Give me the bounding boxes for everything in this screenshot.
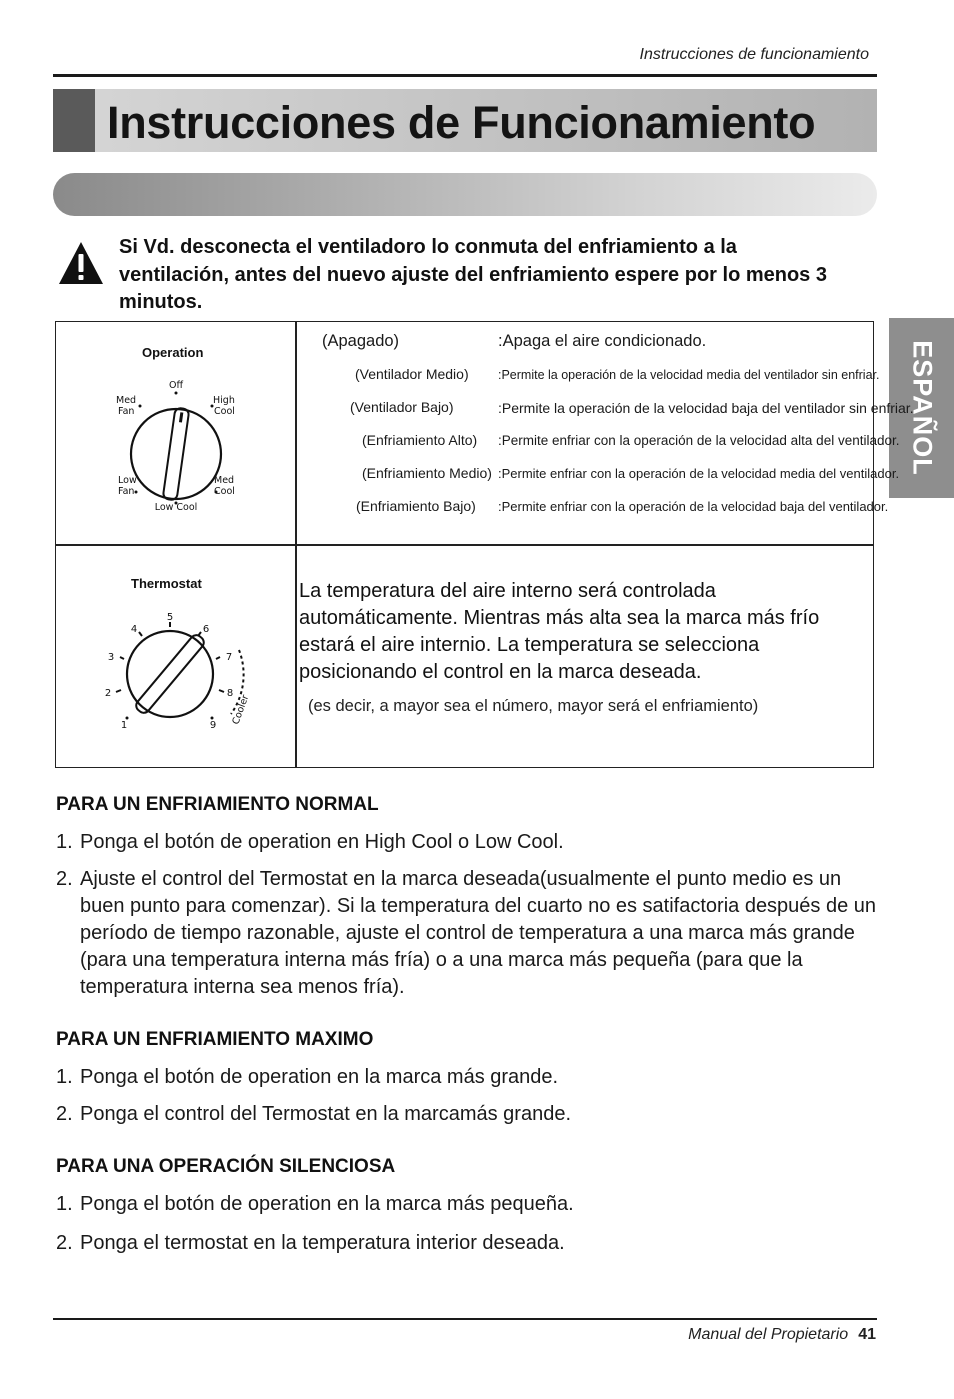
section-heading-normal: PARA UN ENFRIAMIENTO NORMAL — [56, 794, 379, 815]
list-item — [56, 1064, 880, 1091]
footer-manual-title: Manual del Propietario — [688, 1326, 849, 1343]
dial-label-fan-2: Fan — [118, 486, 135, 497]
language-tab-label: ESPAÑOL — [907, 340, 937, 476]
thermo-mark-7: 7 — [225, 652, 233, 663]
list-item — [56, 1230, 880, 1257]
thermo-mark-2: 2 — [104, 688, 112, 699]
op-row-label: (Enfriamiento Alto) — [362, 432, 478, 448]
table-horizontal-divider — [56, 544, 873, 546]
dial-label-low: Low — [118, 475, 137, 486]
control-panel-table — [55, 321, 914, 768]
list-item-number: 1. — [56, 1193, 73, 1215]
op-row-desc: :Permite la operación de la velocidad media del ventilador sin enfriar. — [498, 368, 880, 382]
page-number: 41 — [858, 1326, 876, 1343]
list-item — [56, 1101, 880, 1128]
thermostat-description: La temperatura del aire interno será controlada automáticamente. Mientras más alta sea la marca más frío estará el aire internio. La temperatura se selecciona posicionando el control en la marca deseada. — [299, 580, 820, 683]
thermo-cooler-label: Cooler — [230, 693, 252, 727]
op-row-desc: :Permite la operación de la velocidad baja del ventilador sin enfriar. — [498, 400, 914, 416]
dial-label-med-1: Med — [116, 395, 137, 406]
op-row-desc: :Permite enfriar con la operación de la velocidad media del ventilador. — [498, 466, 900, 481]
thermo-mark-5: 5 — [166, 612, 174, 623]
warning-triangle-icon — [57, 240, 105, 286]
thermo-mark-8: 8 — [226, 688, 234, 699]
operation-dial — [96, 372, 256, 517]
list-item-text: Ajuste el control del Termostat en la marca deseada(usualmente el punto medio es un buen punto para comenzar). Si la temperatura del cuarto no es satifactoria después de un período de tiempo razonable, ajuste el control de temperatura a una marca más grande (para una temperatura interna más fría) o a una marca más pequeña (para que la temperatura interna sea menos fría). — [80, 868, 877, 998]
list-item-number: 2. — [56, 868, 73, 890]
thermo-mark-1: 1 — [120, 720, 128, 731]
dial-label-fan-1: Fan — [118, 406, 135, 417]
header-rule — [53, 74, 877, 77]
thermostat-dial — [96, 602, 266, 732]
operation-dial-title: Operation — [142, 345, 204, 360]
list-item-text: Ponga el botón de operation en High Cool o Low Cool. — [80, 831, 564, 853]
title-accent-block — [53, 89, 95, 152]
dial-label-off: Off — [168, 380, 184, 391]
op-row-label: (Ventilador Bajo) — [350, 399, 454, 415]
op-row-label: (Apagado) — [322, 332, 400, 350]
thermo-mark-4: 4 — [130, 624, 138, 635]
footer-rule — [53, 1318, 877, 1320]
thermostat-note: (es decir, a mayor sea el número, mayor será el enfriamiento) — [308, 697, 759, 715]
op-row-label: (Enfriamiento Medio) — [362, 465, 492, 481]
thermostat-dial-title: Thermostat — [131, 576, 202, 591]
list-item-number: 1. — [56, 831, 73, 853]
list-item-text: Ponga el botón de operation en la marca más grande. — [80, 1066, 559, 1088]
section-band — [53, 173, 877, 216]
page-title: Instrucciones de Funcionamiento — [107, 97, 816, 148]
title-bar — [53, 89, 877, 152]
list-item-text: Ponga el termostat en la temperatura interior deseada. — [80, 1232, 565, 1254]
dial-label-cool-2: Cool — [214, 486, 235, 497]
op-row-label: (Ventilador Medio) — [355, 366, 469, 382]
op-row-desc: :Apaga el aire condicionado. — [498, 332, 707, 350]
section-heading-maximo: PARA UN ENFRIAMIENTO MAXIMO — [56, 1029, 374, 1050]
list-item-number: 1. — [56, 1066, 73, 1088]
op-row-desc: :Permite enfriar con la operación de la velocidad alta del ventilador. — [498, 433, 900, 448]
dial-label-low-cool: Low Cool — [154, 502, 198, 513]
section-heading-silenciosa: PARA UNA OPERACIÓN SILENCIOSA — [56, 1156, 396, 1177]
dial-label-high: High — [213, 395, 235, 406]
list-item — [56, 866, 880, 1001]
list-item — [56, 829, 880, 856]
thermo-mark-6: 6 — [202, 624, 210, 635]
thermo-mark-3: 3 — [107, 652, 115, 663]
list-item-text: Ponga el control del Termostat en la marcamás grande. — [80, 1103, 572, 1125]
list-item-number: 2. — [56, 1232, 73, 1254]
list-item — [56, 1191, 880, 1218]
list-item-text: Ponga el botón de operation en la marca más pequeña. — [80, 1193, 574, 1215]
op-row-desc: :Permite enfriar con la operación de la velocidad baja del ventilador. — [498, 499, 889, 514]
thermo-mark-9: 9 — [209, 720, 217, 731]
list-item-number: 2. — [56, 1103, 73, 1125]
dial-label-cool-1: Cool — [214, 406, 235, 417]
dial-label-med-2: Med — [214, 475, 235, 486]
warning-text: Si Vd. desconecta el ventiladoro lo conmuta del enfriamiento a la ventilación, antes del nuevo ajuste del enfriamiento espere por lo menos 3 minutos. — [119, 236, 827, 313]
op-row-label: (Enfriamiento Bajo) — [356, 498, 476, 514]
running-header: Instrucciones de funcionamiento — [639, 46, 869, 63]
footer — [688, 1326, 876, 1344]
